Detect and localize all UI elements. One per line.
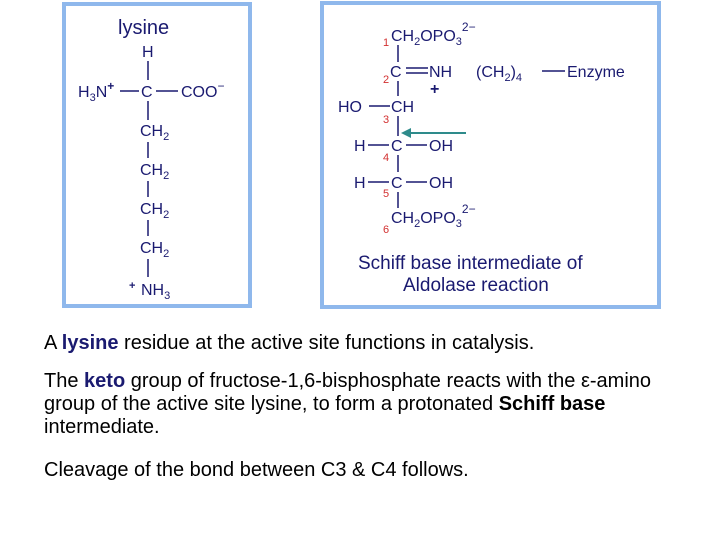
- c5-oh: OH: [429, 175, 453, 192]
- lysine-h-atom: H: [142, 44, 154, 61]
- carbon-number-5: 5: [383, 188, 390, 200]
- lysine-ch2-4: $CH_2$: [140, 240, 170, 260]
- schiff-base-diagram: [324, 5, 657, 305]
- imine-nh: NH: [429, 64, 453, 81]
- lysine-structure-panel: [62, 2, 252, 308]
- lysine-alpha-carbon: C: [141, 84, 153, 101]
- keyword-lysine: lysine: [61, 332, 119, 354]
- c5-carbon: C: [391, 175, 403, 192]
- paragraph-schiff-base-formation: The keto group of fructose-1,6-bisphosphate reacts with the ε-amino group of the active site lysine, to form a protonated Schiff base intermediate.: [44, 370, 652, 438]
- epsilon-symbol: ε: [580, 370, 590, 392]
- c3-hydroxyl: HO: [338, 99, 362, 116]
- carbon-number-6: 6: [383, 224, 390, 236]
- caption-line-2: Aldolase reaction: [403, 275, 549, 296]
- paragraph-cleavage: Cleavage of the bond between C3 & C4 follows.: [44, 459, 469, 481]
- lysine-ch2-1: $CH_2$: [140, 123, 170, 143]
- enzyme-label: Enzyme: [567, 64, 625, 81]
- lysine-nh3: $NH_3$: [141, 282, 171, 302]
- c5-h: H: [354, 175, 366, 192]
- keyword-schiff-base: Schiff base: [498, 393, 606, 415]
- paragraph-lysine-role: A lysine residue at the active site functions in catalysis.: [44, 332, 535, 354]
- carbon-number-4: 4: [383, 152, 390, 164]
- c6-phosphate: $CH_2OPO_3^{2-}$: [391, 202, 476, 230]
- lysine-carboxylate: COO−: [181, 79, 225, 101]
- schiff-base-panel: [320, 1, 661, 309]
- lysine-ch2-2: $CH_2$: [140, 162, 170, 182]
- c4-h: H: [354, 138, 366, 155]
- caption-line-1: Schiff base intermediate of: [358, 253, 583, 274]
- lysine-epsilon-plus: +: [129, 280, 136, 292]
- lysine-side-chain: $(CH_2)_4$: [476, 64, 523, 84]
- protonation-plus: +: [430, 81, 440, 98]
- lysine-h3n-group: $H_3N^+$: [78, 79, 115, 104]
- c4-carbon: C: [391, 138, 403, 155]
- carbon-number-3: 3: [383, 114, 390, 126]
- c2-carbon: C: [390, 64, 402, 81]
- carbon-number-1: 1: [383, 37, 390, 49]
- keyword-keto: keto: [84, 370, 126, 392]
- carbon-number-2: 2: [383, 74, 390, 86]
- lysine-title: lysine: [118, 17, 170, 39]
- c1-phosphate: $CH_2OPO_3^{2-}$: [391, 20, 476, 48]
- cleavage-arrow-head: [401, 128, 411, 138]
- c4-oh: OH: [429, 138, 453, 155]
- c3-ch: CH: [391, 99, 415, 116]
- lysine-structure-diagram: [66, 6, 248, 304]
- lysine-ch2-3: $CH_2$: [140, 201, 170, 221]
